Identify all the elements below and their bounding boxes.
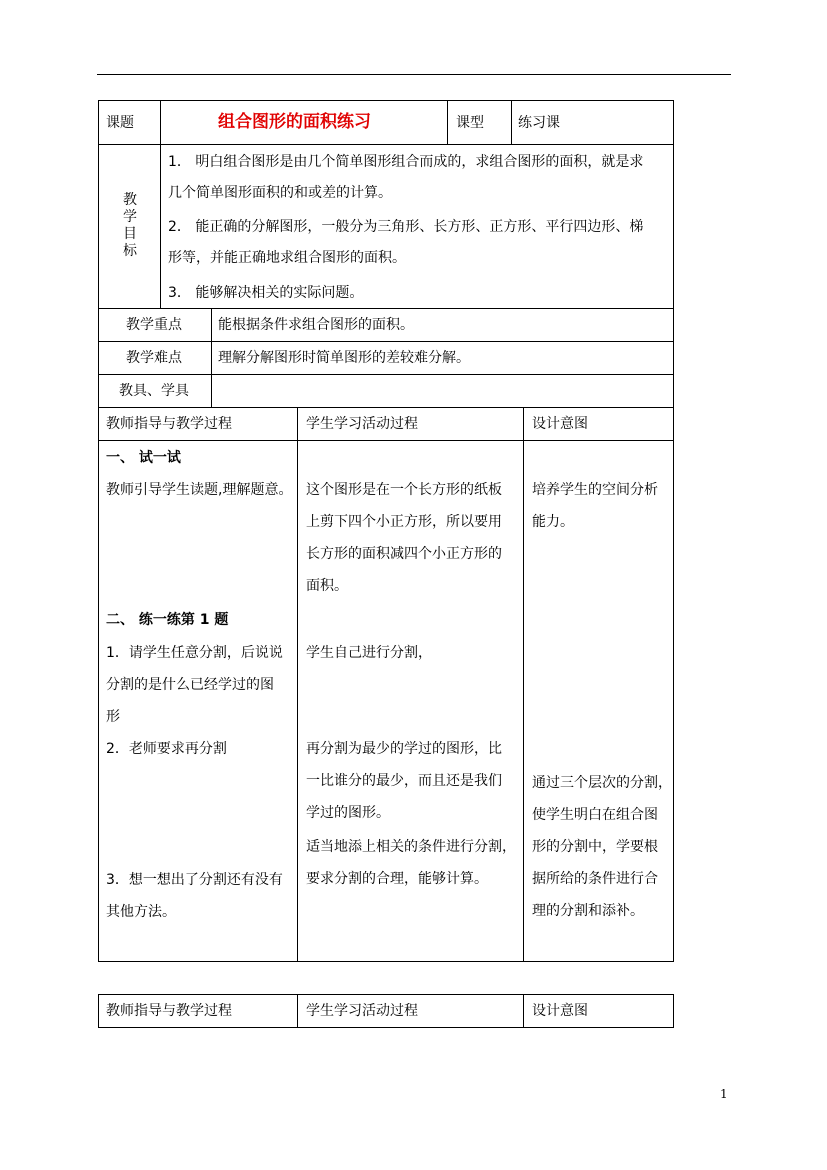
intent-text: 据所给的条件进行合 xyxy=(532,871,658,887)
header-student: 学生学习活动过程 xyxy=(306,416,418,432)
student-text: 这个图形是在一个长方形的纸板 xyxy=(306,482,502,498)
intent-text: 通过三个层次的分割， xyxy=(532,775,672,791)
intent-text: 理的分割和添补。 xyxy=(532,903,644,919)
intent-text: 能力。 xyxy=(532,514,574,530)
intent-text: 形的分割中，学要根 xyxy=(532,839,658,855)
student-text: 学生自己进行分割， xyxy=(306,645,432,661)
header-teacher: 教师指导与教学过程 xyxy=(106,1003,232,1019)
intent-text: 培养学生的空间分析 xyxy=(532,482,658,498)
header-teacher: 教师指导与教学过程 xyxy=(106,416,232,432)
key-label: 教学重点 xyxy=(126,317,182,333)
header-intent: 设计意图 xyxy=(532,1003,588,1019)
header-rule xyxy=(97,74,731,75)
tools-label: 教具、学具 xyxy=(119,383,189,399)
section-title: 二、 练一练第 1 题 xyxy=(106,612,229,628)
lesson-title: 组合图形的面积练习 xyxy=(218,112,371,132)
type-value: 练习课 xyxy=(518,115,560,131)
difficulty-label: 教学难点 xyxy=(126,350,182,366)
teacher-text: 形 xyxy=(106,709,120,725)
teacher-text: 分割的是什么已经学过的图 xyxy=(106,677,274,693)
student-text: 要求分割的合理，能够计算。 xyxy=(306,871,488,887)
type-label: 课型 xyxy=(456,115,484,131)
student-text: 面积。 xyxy=(306,578,348,594)
objective-line: 3． 能够解决相关的实际问题。 xyxy=(168,285,364,301)
objective-line: 1． 明白组合图形是由几个简单图形组合而成的，求组合图形的面积，就是求 xyxy=(168,154,644,170)
teacher-text: 3．想一想出了分割还有没有 xyxy=(106,872,283,888)
objective-line: 几个简单图形面积的和或差的计算。 xyxy=(168,185,392,201)
student-text: 再分割为最少的学过的图形，比 xyxy=(306,741,502,757)
objective-line: 2． 能正确的分解图形，一般分为三角形、长方形、正方形、平行四边形、梯 xyxy=(168,219,644,235)
student-text: 适当地添上相关的条件进行分割， xyxy=(306,839,516,855)
section-title: 一、 试一试 xyxy=(106,450,181,466)
student-text: 上剪下四个小正方形，所以要用 xyxy=(306,514,502,530)
teacher-text: 教师引导学生读题,理解题意。 xyxy=(106,482,293,498)
intent-text: 使学生明白在组合图 xyxy=(532,807,658,823)
teacher-text: 1．请学生任意分割，后说说 xyxy=(106,645,283,661)
teacher-text: 2．老师要求再分割 xyxy=(106,741,227,757)
student-text: 学过的图形。 xyxy=(306,805,390,821)
student-text: 一比谁分的最少，而且还是我们 xyxy=(306,773,502,789)
topic-label: 课题 xyxy=(106,115,134,131)
header-intent: 设计意图 xyxy=(532,416,588,432)
key-value: 能根据条件求组合图形的面积。 xyxy=(218,317,414,333)
page-number: 1 xyxy=(720,1087,728,1101)
objective-line: 形等，并能正确地求组合图形的面积。 xyxy=(168,250,406,266)
teacher-text: 其他方法。 xyxy=(106,904,176,920)
difficulty-value: 理解分解图形时简单图形的差较难分解。 xyxy=(218,350,470,366)
header-student: 学生学习活动过程 xyxy=(306,1003,418,1019)
student-text: 长方形的面积减四个小正方形的 xyxy=(306,546,502,562)
objectives-label: 教 学 目 标 xyxy=(123,192,137,259)
